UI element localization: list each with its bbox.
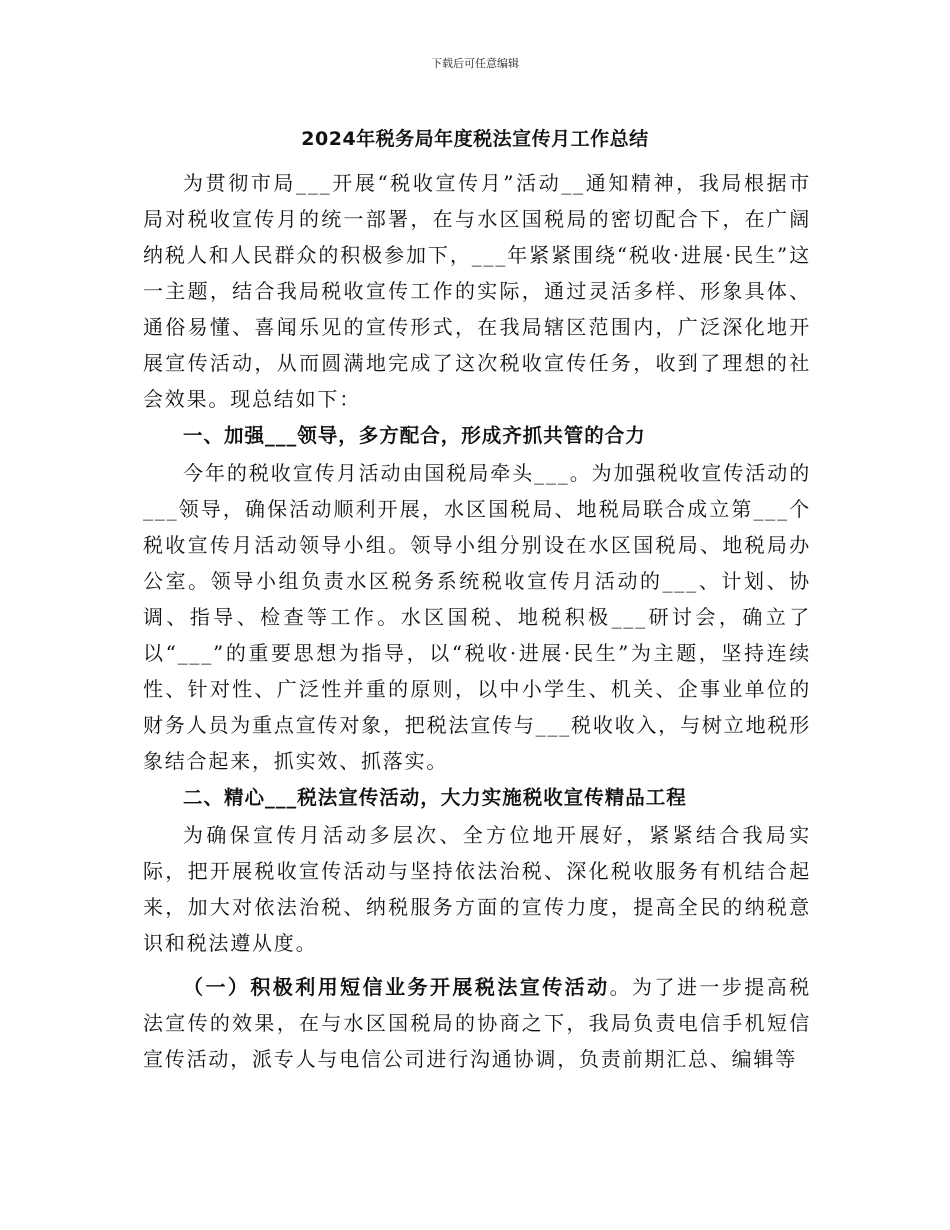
intro-paragraph: 为贯彻市局___开展“税收宣传月”活动__通知精神，我局根据市局对税收宣传月的统一部署，在与水区国税局的密切配合下，在广阔纳税人和人民群众的积极参加下，___年紧紧围绕“税收·进展·民生”这一主题，结合我局税收宣传工作的实际，通过灵活多样、形象具体、通俗易懂、喜闻乐见的宣传形式，在我局辖区范围内，广泛深化地开展宣传活动，从而圆满地完成了这次税收宣传任务，收到了理想的社会效果。现总结如下： (143, 171, 811, 411)
document-body (143, 165, 811, 1077)
paragraph-gap (143, 961, 811, 969)
subsection-1-heading: （一）积极利用短信业务开展税法宣传活动 (183, 975, 610, 999)
subsection-1-text: 。为了进一步提高税法宣传的效果，在与水区国税局的协商之下，我局负责电信手机短信宣传活动，派专人与电信公司进行沟通协调，负责前期汇总、编辑等 (143, 975, 812, 1071)
section-2-paragraph: 为确保宣传月活动多层次、全方位地开展好，紧紧结合我局实际，把开展税收宣传活动与坚持依法治税、深化税收服务有机结合起来，加大对依法治税、纳税服务方面的宣传力度，提高全民的纳税意识和税法遵从度。 (143, 823, 811, 955)
document-title: 2024年税务局年度税法宣传月工作总结 (301, 128, 649, 150)
section-heading-2: 二、精心___税法宣传活动，大力实施税收宣传精品工程 (183, 786, 687, 809)
subsection-1-paragraph (143, 969, 811, 1077)
section-heading-1: 一、加强___领导，多方配合，形成齐抓共管的合力 (183, 424, 646, 447)
section-1-paragraph: 今年的税收宣传月活动由国税局牵头___。为加强税收宣传活动的___领导，确保活动顺利开展，水区国税局、地税局联合成立第___个税收宣传月活动领导小组。领导小组分别设在水区国税局、地税局办公室。领导小组负责水区税务系统税收宣传月活动的___、计划、协调、指导、检查等工作。水区国税、地税积极___研讨会，确立了以“___”的重要思想为指导，以“税收·进展·民生”为主题，坚持连续性、针对性、广泛性并重的原则，以中小学生、机关、企事业单位的财务人员为重点宣传对象，把税法宣传与___税收收入，与树立地税形象结合起来，抓实效、抓落实。 (143, 461, 811, 773)
header-note: 下载后可任意编辑 (431, 57, 519, 70)
